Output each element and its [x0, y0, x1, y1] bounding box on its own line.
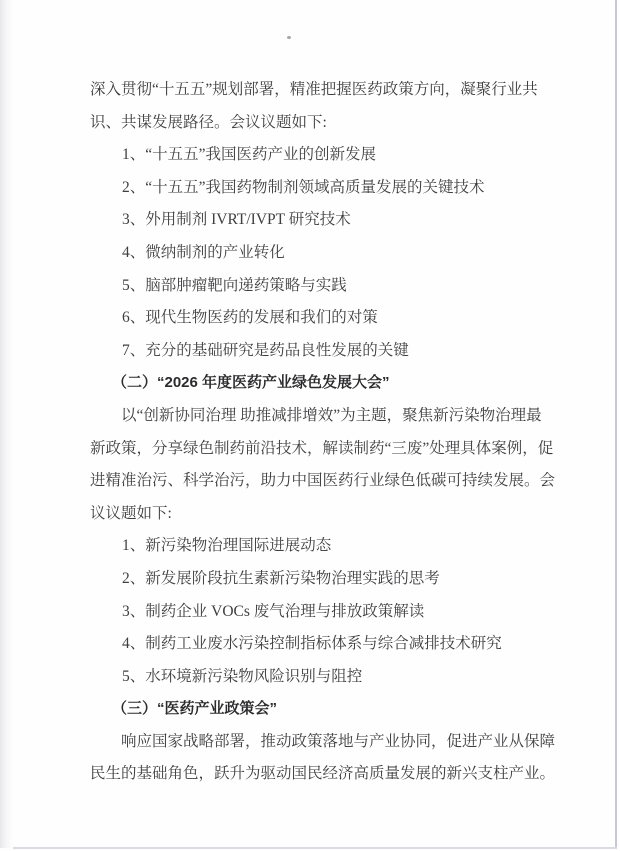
- agenda2-item-2: 2、新发展阶段抗生素新污染物治理实践的思考: [122, 569, 440, 587]
- section-2-para-line-3: 进精准治污、科学治污，助力中国医药行业绿色低碳可持续发展。会: [90, 472, 556, 490]
- agenda1-item-1: 1、“十五五”我国医药产业的创新发展: [122, 146, 377, 164]
- intro-line-2: 识、共谋发展路径。会议议题如下:: [90, 113, 327, 131]
- section-2-para-line-4: 议议题如下:: [90, 504, 172, 522]
- section-2-para-line-2: 新政策，分享绿色制药前沿技术，解读制药“三废”处理具体案例，促: [90, 439, 554, 457]
- agenda2-item-1: 1、新污染物治理国际进展动态: [122, 537, 332, 555]
- agenda1-item-6: 6、现代生物医药的发展和我们的对策: [122, 309, 378, 327]
- agenda2-item-5: 5、水环境新污染物风险识别与阻控: [122, 667, 363, 685]
- section-2-heading: （二）“2026 年度医药产业绿色发展大会”: [112, 374, 390, 392]
- agenda1-item-5: 5、脑部肿瘤靶向递药策略与实践: [122, 276, 347, 294]
- agenda1-item-7: 7、充分的基础研究是药品良性发展的关键: [122, 341, 409, 359]
- agenda1-item-4: 4、微纳制剂的产业转化: [122, 243, 285, 261]
- agenda1-item-2: 2、“十五五”我国药物制剂领域高质量发展的关键技术: [122, 178, 485, 196]
- agenda2-item-3: 3、制药企业 VOCs 废气治理与排放政策解读: [122, 602, 425, 620]
- agenda2-item-4: 4、制药工业废水污染控制指标体系与综合减排技术研究: [122, 635, 502, 653]
- page-bottom-edge-line: [13, 847, 617, 849]
- intro-line-1: 深入贯彻“十五五”规划部署，精准把握医药政策方向，凝聚行业共: [90, 81, 538, 98]
- agenda1-item-3: 3、外用制剂 IVRT/IVPT 研究技术: [122, 211, 351, 229]
- section-3-para-line-2: 民生的基础角色，跃升为驱动国民经济高质量发展的新兴支柱产业。: [90, 765, 556, 783]
- section-3-para-line-1: 响应国家战略部署，推动政策落地与产业协同，促进产业从保障: [121, 732, 556, 750]
- section-3-heading: （三）“医药产业政策会”: [112, 700, 278, 718]
- section-2-para-line-1: 以“创新协同治理 助推减排增效”为主题，聚焦新污染物治理最: [121, 406, 542, 424]
